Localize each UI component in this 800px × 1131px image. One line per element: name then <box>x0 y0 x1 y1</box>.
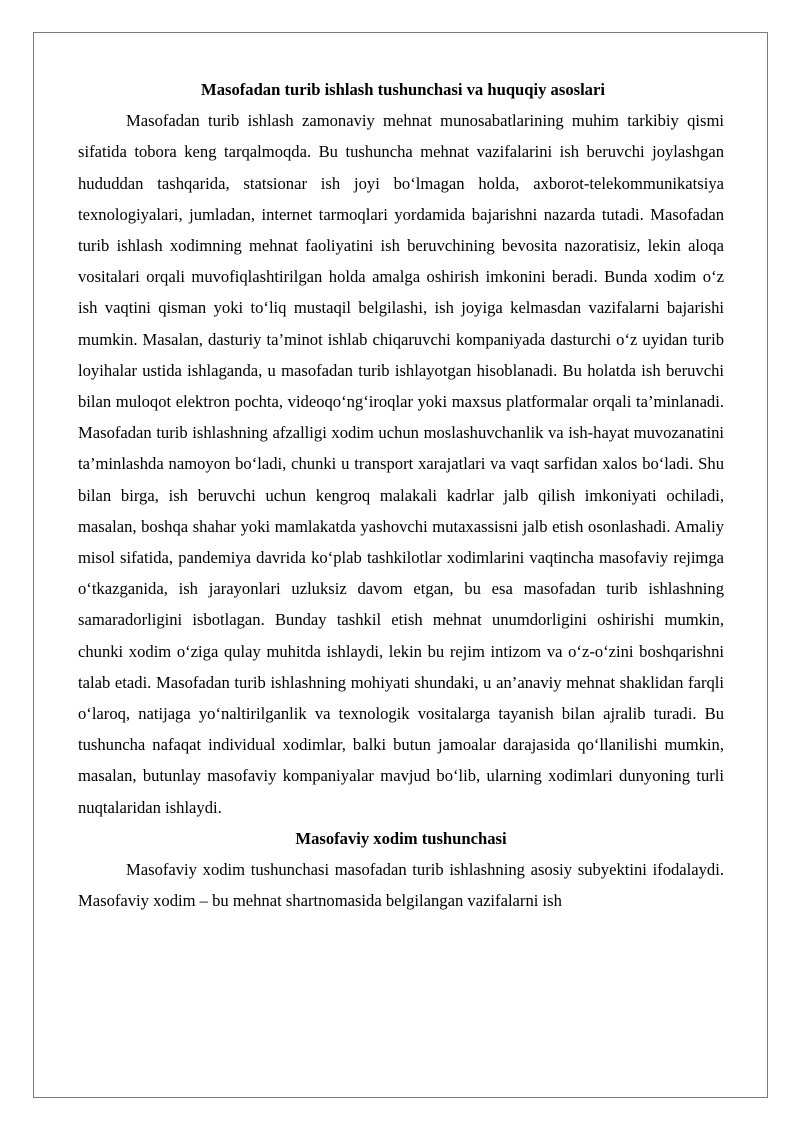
document-body <box>78 74 724 916</box>
section-heading-remote-work: Masofadan turib ishlash tushunchasi va huquqiy asoslari <box>201 80 605 99</box>
section-heading-remote-employee: Masofaviy xodim tushunchasi <box>295 828 507 848</box>
paragraph-remote-work: Masofadan turib ishlash zamonaviy mehnat munosabatlarining muhim tarkibiy qismi sifatida tobora keng tarqalmoqda. Bu tushuncha mehnat vazifalarini ish beruvchi joylashgan hududdan tashqarida, statsionar ish joyi bo‘lmagan holda, axborot-telekommunikatsiya texnologiyalari, jumladan, internet tarmoqlari yordamida bajarishni nazarda tutadi. Masofadan turib ishlash xodimning mehnat faoliyatini ish beruvchining bevosita nazoratisiz, lekin aloqa vositalari orqali muvofiqlashtirilgan holda amalga oshirish imkonini beradi. Bunda xodim o‘z ish vaqtini qisman yoki to‘liq mustaqil belgilashi, ish joyiga kelmasdan vazifalarni bajarishi mumkin. Masalan, dasturiy ta’minot ishlab chiqaruvchi kompaniyada dasturchi o‘z uyidan turib loyihalar ustida ishlaganda, u masofadan turib ishlayotgan hisoblanadi. Bu holatda ish beruvchi bilan muloqot elektron pochta, videoqo‘ng‘iroqlar yoki maxsus platformalar orqali ta’minlanadi. Masofadan turib ishlashning afzalligi xodim uchun moslashuvchanlik va ish-hayat muvozanatini ta’minlashda namoyon bo‘ladi, chunki u transport xarajatlari va vaqt sarfidan xalos bo‘ladi. Shu bilan birga, ish beruvchi uchun kengroq malakali kadrlar jalb qilish imkoniyati ochiladi, masalan, boshqa shahar yoki mamlakatda yashovchi mutaxassisni jalb etish osonlashadi. Amaliy misol sifatida, pandemiya davrida ko‘plab tashkilotlar xodimlarini vaqtincha masofaviy rejimga o‘tkazganida, ish jarayonlari uzluksiz davom etgan, bu esa masofadan turib ishlashning samaradorligini isbotlagan. Bunday tashkil etish mehnat unumdorligini oshirishi mumkin, chunki xodim o‘ziga qulay muhitda ishlaydi, lekin bu rejim intizom va o‘z-o‘zini boshqarishni talab etadi. Masofadan turib ishlashning mohiyati shundaki, u an’anaviy mehnat shaklidan farqli o‘laroq, natijaga yo‘naltirilganlik va texnologik vositalarga tayanish bilan ajralib turadi. Bu tushuncha nafaqat individual xodimlar, balki butun jamoalar darajasida qo‘llanilishi mumkin, masalan, butunlay masofaviy kompaniyalar mavjud bo‘lib, ularning xodimlari dunyoning turli nuqtalaridan ishlaydi. <box>78 111 724 817</box>
paragraph-remote-employee: Masofaviy xodim tushunchasi masofadan turib ishlashning asosiy subyektini ifodalaydi. Masofaviy xodim – bu mehnat shartnomasida belgilangan vazifalarni ish <box>78 860 724 911</box>
